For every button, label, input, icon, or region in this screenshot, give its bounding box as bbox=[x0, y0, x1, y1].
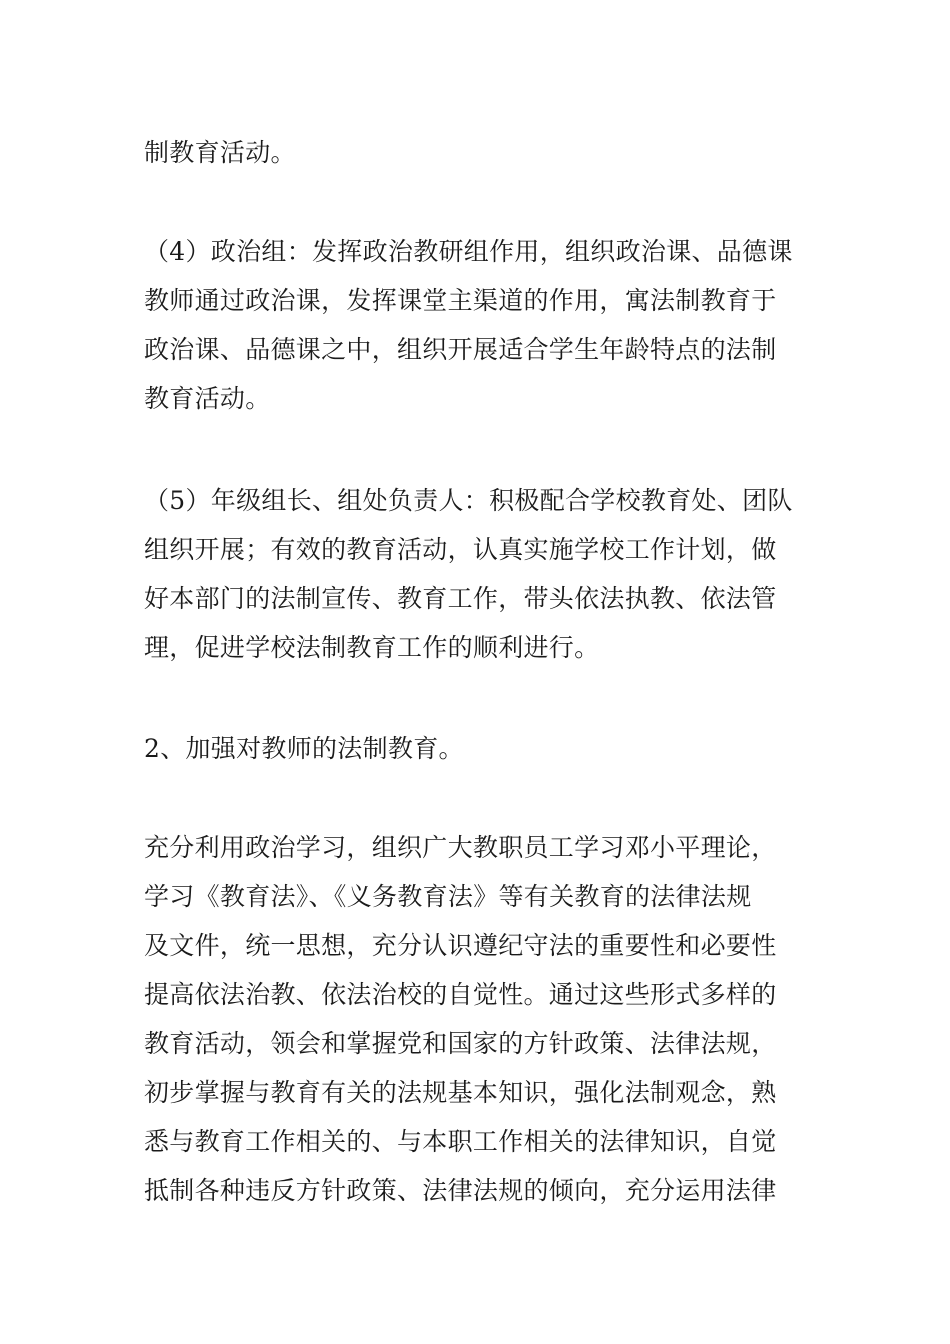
paragraph-5 bbox=[144, 823, 824, 1215]
text-line: 初步掌握与教育有关的法规基本知识，强化法制观念，熟 bbox=[144, 1078, 777, 1107]
text-line: 2、加强对教师的法制教育。 bbox=[144, 734, 464, 763]
text-line: 制教育活动。 bbox=[144, 138, 296, 167]
text-line: 学习《教育法》、《义务教育法》等有关教育的法律法规 bbox=[144, 882, 752, 911]
text-line: 教师通过政治课，发挥课堂主渠道的作用，寓法制教育于 bbox=[144, 286, 777, 315]
text-line: 教育活动。 bbox=[144, 384, 271, 413]
text-line: 抵制各种违反方针政策、法律法规的倾向，充分运用法律 bbox=[144, 1176, 777, 1205]
text-line: 及文件，统一思想，充分认识遵纪守法的重要性和必要性 bbox=[144, 931, 777, 960]
text-line: 提高依法治教、依法治校的自觉性。通过这些形式多样的 bbox=[144, 980, 777, 1009]
paragraph-1 bbox=[144, 128, 824, 177]
paragraph-3 bbox=[144, 476, 824, 672]
text-line: 理，促进学校法制教育工作的顺利进行。 bbox=[144, 633, 600, 662]
paragraph-4 bbox=[144, 724, 824, 773]
text-line: 教育活动，领会和掌握党和国家的方针政策、法律法规， bbox=[144, 1029, 777, 1058]
text-line: 好本部门的法制宣传、教育工作，带头依法执教、依法管 bbox=[144, 584, 777, 613]
text-line: 政治课、品德课之中，组织开展适合学生年龄特点的法制 bbox=[144, 335, 777, 364]
paragraph-2 bbox=[144, 227, 824, 423]
text-line: （4）政治组：发挥政治教研组作用，组织政治课、品德课 bbox=[144, 237, 793, 266]
text-line: 充分利用政治学习，组织广大教职员工学习邓小平理论， bbox=[144, 833, 777, 862]
text-line: （5）年级组长、组处负责人：积极配合学校教育处、团队 bbox=[144, 486, 793, 515]
text-line: 悉与教育工作相关的、与本职工作相关的法律知识，自觉 bbox=[144, 1127, 777, 1156]
text-line: 组织开展；有效的教育活动，认真实施学校工作计划，做 bbox=[144, 535, 777, 564]
